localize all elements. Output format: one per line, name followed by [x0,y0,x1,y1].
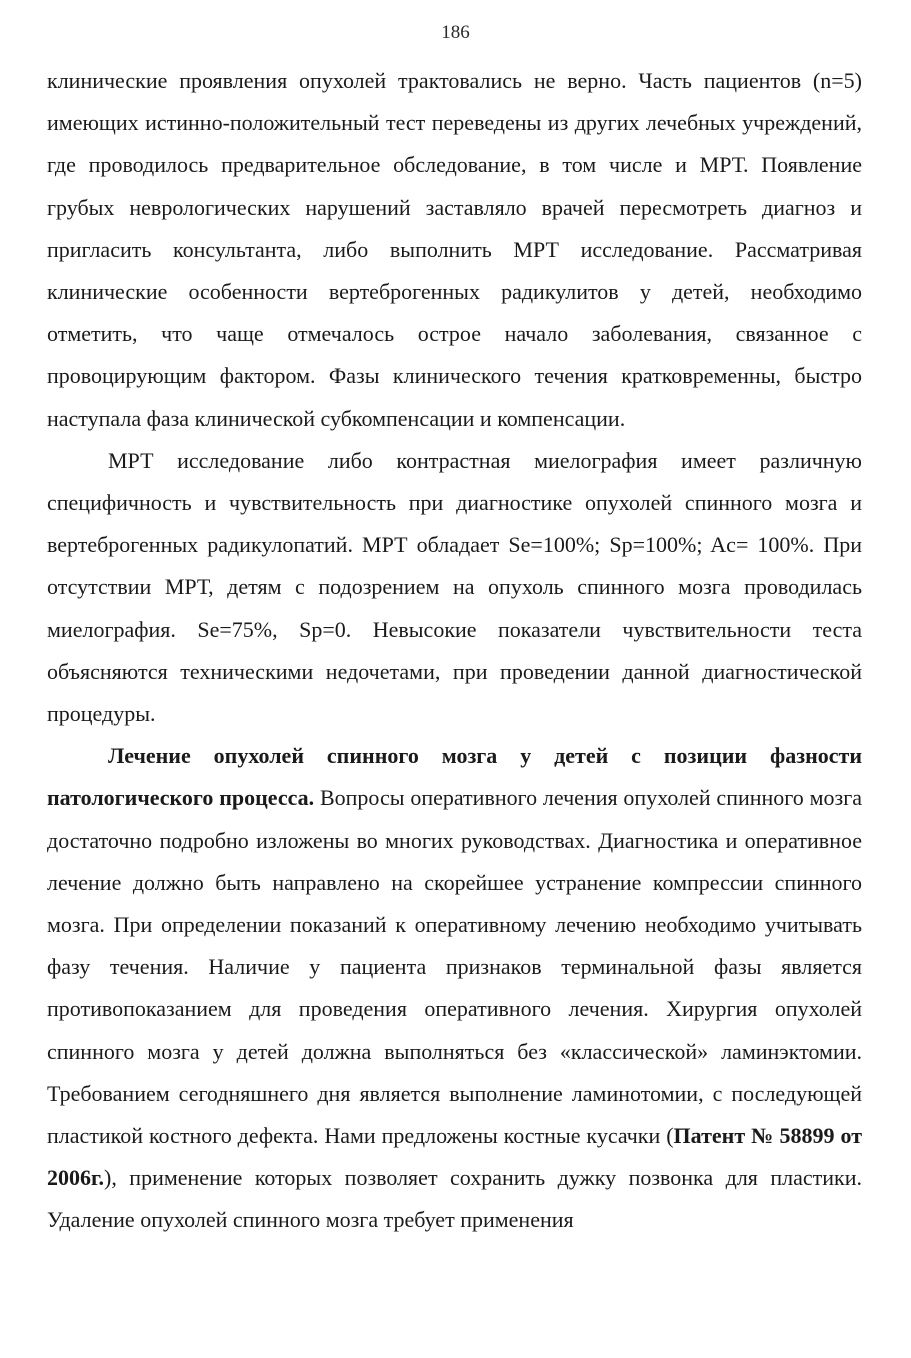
text-run: Вопросы оперативного лечения опухолей спинного мозга достаточно подробно изложены во многих руководствах. Диагностика и оперативное лечение должно быть направлено на скорейшее устранение компрессии спинного мозга. При определении показаний к оперативному лечению необходимо учитывать фазу течения. Наличие у пациента признаков терминальной фазы является противопоказанием для проведения оперативного лечения. Хирургия опухолей спинного мозга у детей должна выполняться без «классической» ламинэктомии. Требованием сегодняшнего дня является выполнение ламинотомии, с последующей пластикой костного дефекта. Нами предложены костные кусачки ( [47,785,862,1149]
paragraph-1 [47,60,862,440]
paragraph-2 [47,440,862,735]
bold-text-run: Лечение опухолей спинного мозга у детей с позиции фазности патологического процесса. [47,743,862,811]
bold-text-run: Патент № 58899 от 2006г. [47,1123,862,1191]
text-run: МРТ исследование либо контрастная миелография имеет различную специфичность и чувствительность при диагностике опухолей спинного мозга и вертеброгенных радикулопатий. МРТ обладает Se=100%; Sp=100%; Ac= 100%. При отсутствии МРТ, детям с подозрением на опухоль спинного мозга проводилась миелография. Se=75%, Sp=0. Невысокие показатели чувствительности теста объясняются техническими недочетами, при проведении данной диагностической процедуры. [47,447,862,727]
text-run: клинические проявления опухолей трактовались не верно. Часть пациентов (n=5) имеющих истинно-положительный тест переведены из других лечебных учреждений, где проводилось предварительное обследование, в том числе и МРТ. Появление грубых неврологических нарушений заставляло врачей пересмотреть диагноз и пригласить консультанта, либо выполнить МРТ исследование. Рассматривая клинические особенности вертеброгенных радикулитов у детей, необходимо отметить, что чаще отмечалось острое начало заболевания, связанное с провоцирующим фактором. Фазы клинического течения кратковременны, быстро наступала фаза клинической субкомпенсации и компенсации. [47,68,862,431]
text-run: ), применение которых позволяет сохранить дужку позвонка для пластики. Удаление опухолей спинного мозга требует применения [47,1165,862,1233]
paragraph-3 [47,735,862,1241]
body-text [47,60,862,1242]
page-number: 186 [441,22,470,43]
